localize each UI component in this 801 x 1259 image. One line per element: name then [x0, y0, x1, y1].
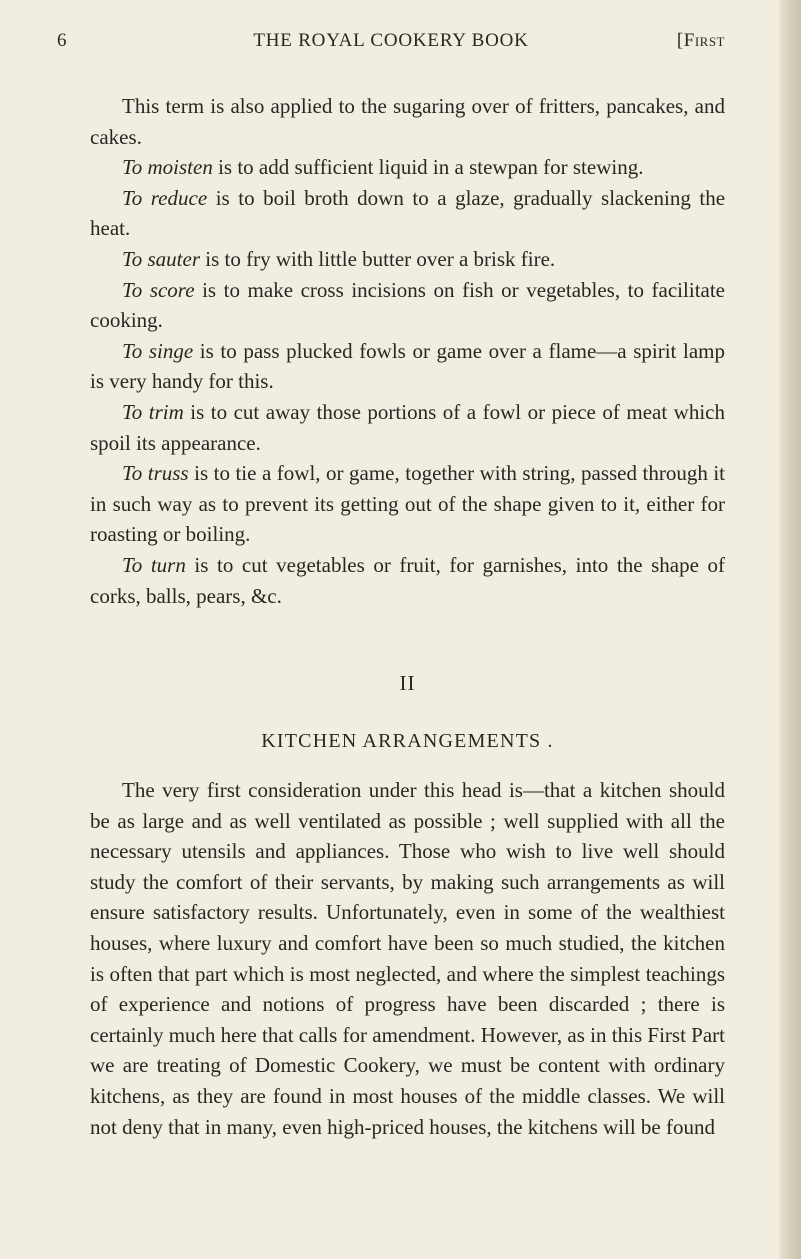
- definition-text: is to tie a fowl, or game, together with string, passed through it in such way as to prevent its getting out of the shape given to it, either for roasting or boiling.: [90, 461, 725, 547]
- definition-trim: [90, 397, 725, 458]
- definition-moisten: [90, 152, 725, 183]
- definition-term: To moisten: [122, 155, 213, 180]
- definition-singe: [90, 336, 725, 397]
- running-header: [57, 30, 725, 58]
- definition-term: To sauter: [122, 246, 201, 271]
- definition-text: is to boil broth down to a glaze, gradually slackening the heat.: [90, 185, 726, 241]
- definitions-body: [90, 91, 725, 611]
- definition-term: To truss: [122, 461, 189, 486]
- opening-paragraph: This term is also applied to the sugaring over of fritters, pancakes, and cakes.: [90, 94, 725, 149]
- definition-reduce: [90, 183, 725, 244]
- definition-text: is to make cross incisions on fish or vegetables, to facilitate cooking.: [90, 277, 726, 333]
- definition-text: is to cut vegetables or fruit, for garnishes, into the shape of corks, balls, pears, &c.: [90, 552, 725, 608]
- definition-term: To trim: [122, 399, 184, 424]
- section-paragraph: The very first consideration under this head is—that a kitchen should be as large and as well ventilated as possible ; well supplied with all the necessary utensils and appliances. Those who wish to live well should study the comfort of their servants, by making such arrangements as will ensure satisfactory results. Unfortunately, even in some of the wealthiest houses, where luxury and comfort have been so much studied, the kitchen is often that part which is most neglected, and where the simplest teachings of experience and notions of progress have been discarded ; there is certainly much here that calls for amendment. However, as in this First Part we are treating of Domestic Cookery, we must be content with ordinary kitchens, as they are found in most houses of the middle classes. We will not deny that in many, even high-priced houses, the kitchens will be found: [90, 778, 725, 1139]
- definition-text: is to add sufficient liquid in a stewpan for stewing.: [212, 155, 644, 180]
- definition-truss: [90, 458, 725, 550]
- definition-text: is to fry with little butter over a brisk fire.: [200, 246, 556, 271]
- section-tag: [First: [676, 30, 725, 51]
- section-body: [90, 775, 725, 1142]
- definition-term: To reduce: [122, 185, 208, 210]
- definition-turn: [90, 550, 725, 611]
- definition-text: is to cut away those portions of a fowl or piece of meat which spoil its appearance.: [90, 399, 725, 455]
- definition-score: [90, 275, 725, 336]
- definition-term: To turn: [122, 552, 186, 577]
- page-number: 6: [57, 30, 67, 51]
- section-number: II: [399, 671, 416, 695]
- running-title: THE ROYAL COOKERY BOOK: [253, 30, 529, 51]
- section-title: KITCHEN ARRANGEMENTS .: [261, 730, 554, 752]
- definition-term: To singe: [122, 338, 194, 363]
- page-edge-shadow: [779, 0, 801, 1259]
- definition-text: is to pass plucked fowls or game over a flame—a spirit lamp is very handy for this.: [90, 338, 725, 394]
- definition-term: To score: [122, 277, 195, 302]
- definition-sauter: [90, 244, 725, 275]
